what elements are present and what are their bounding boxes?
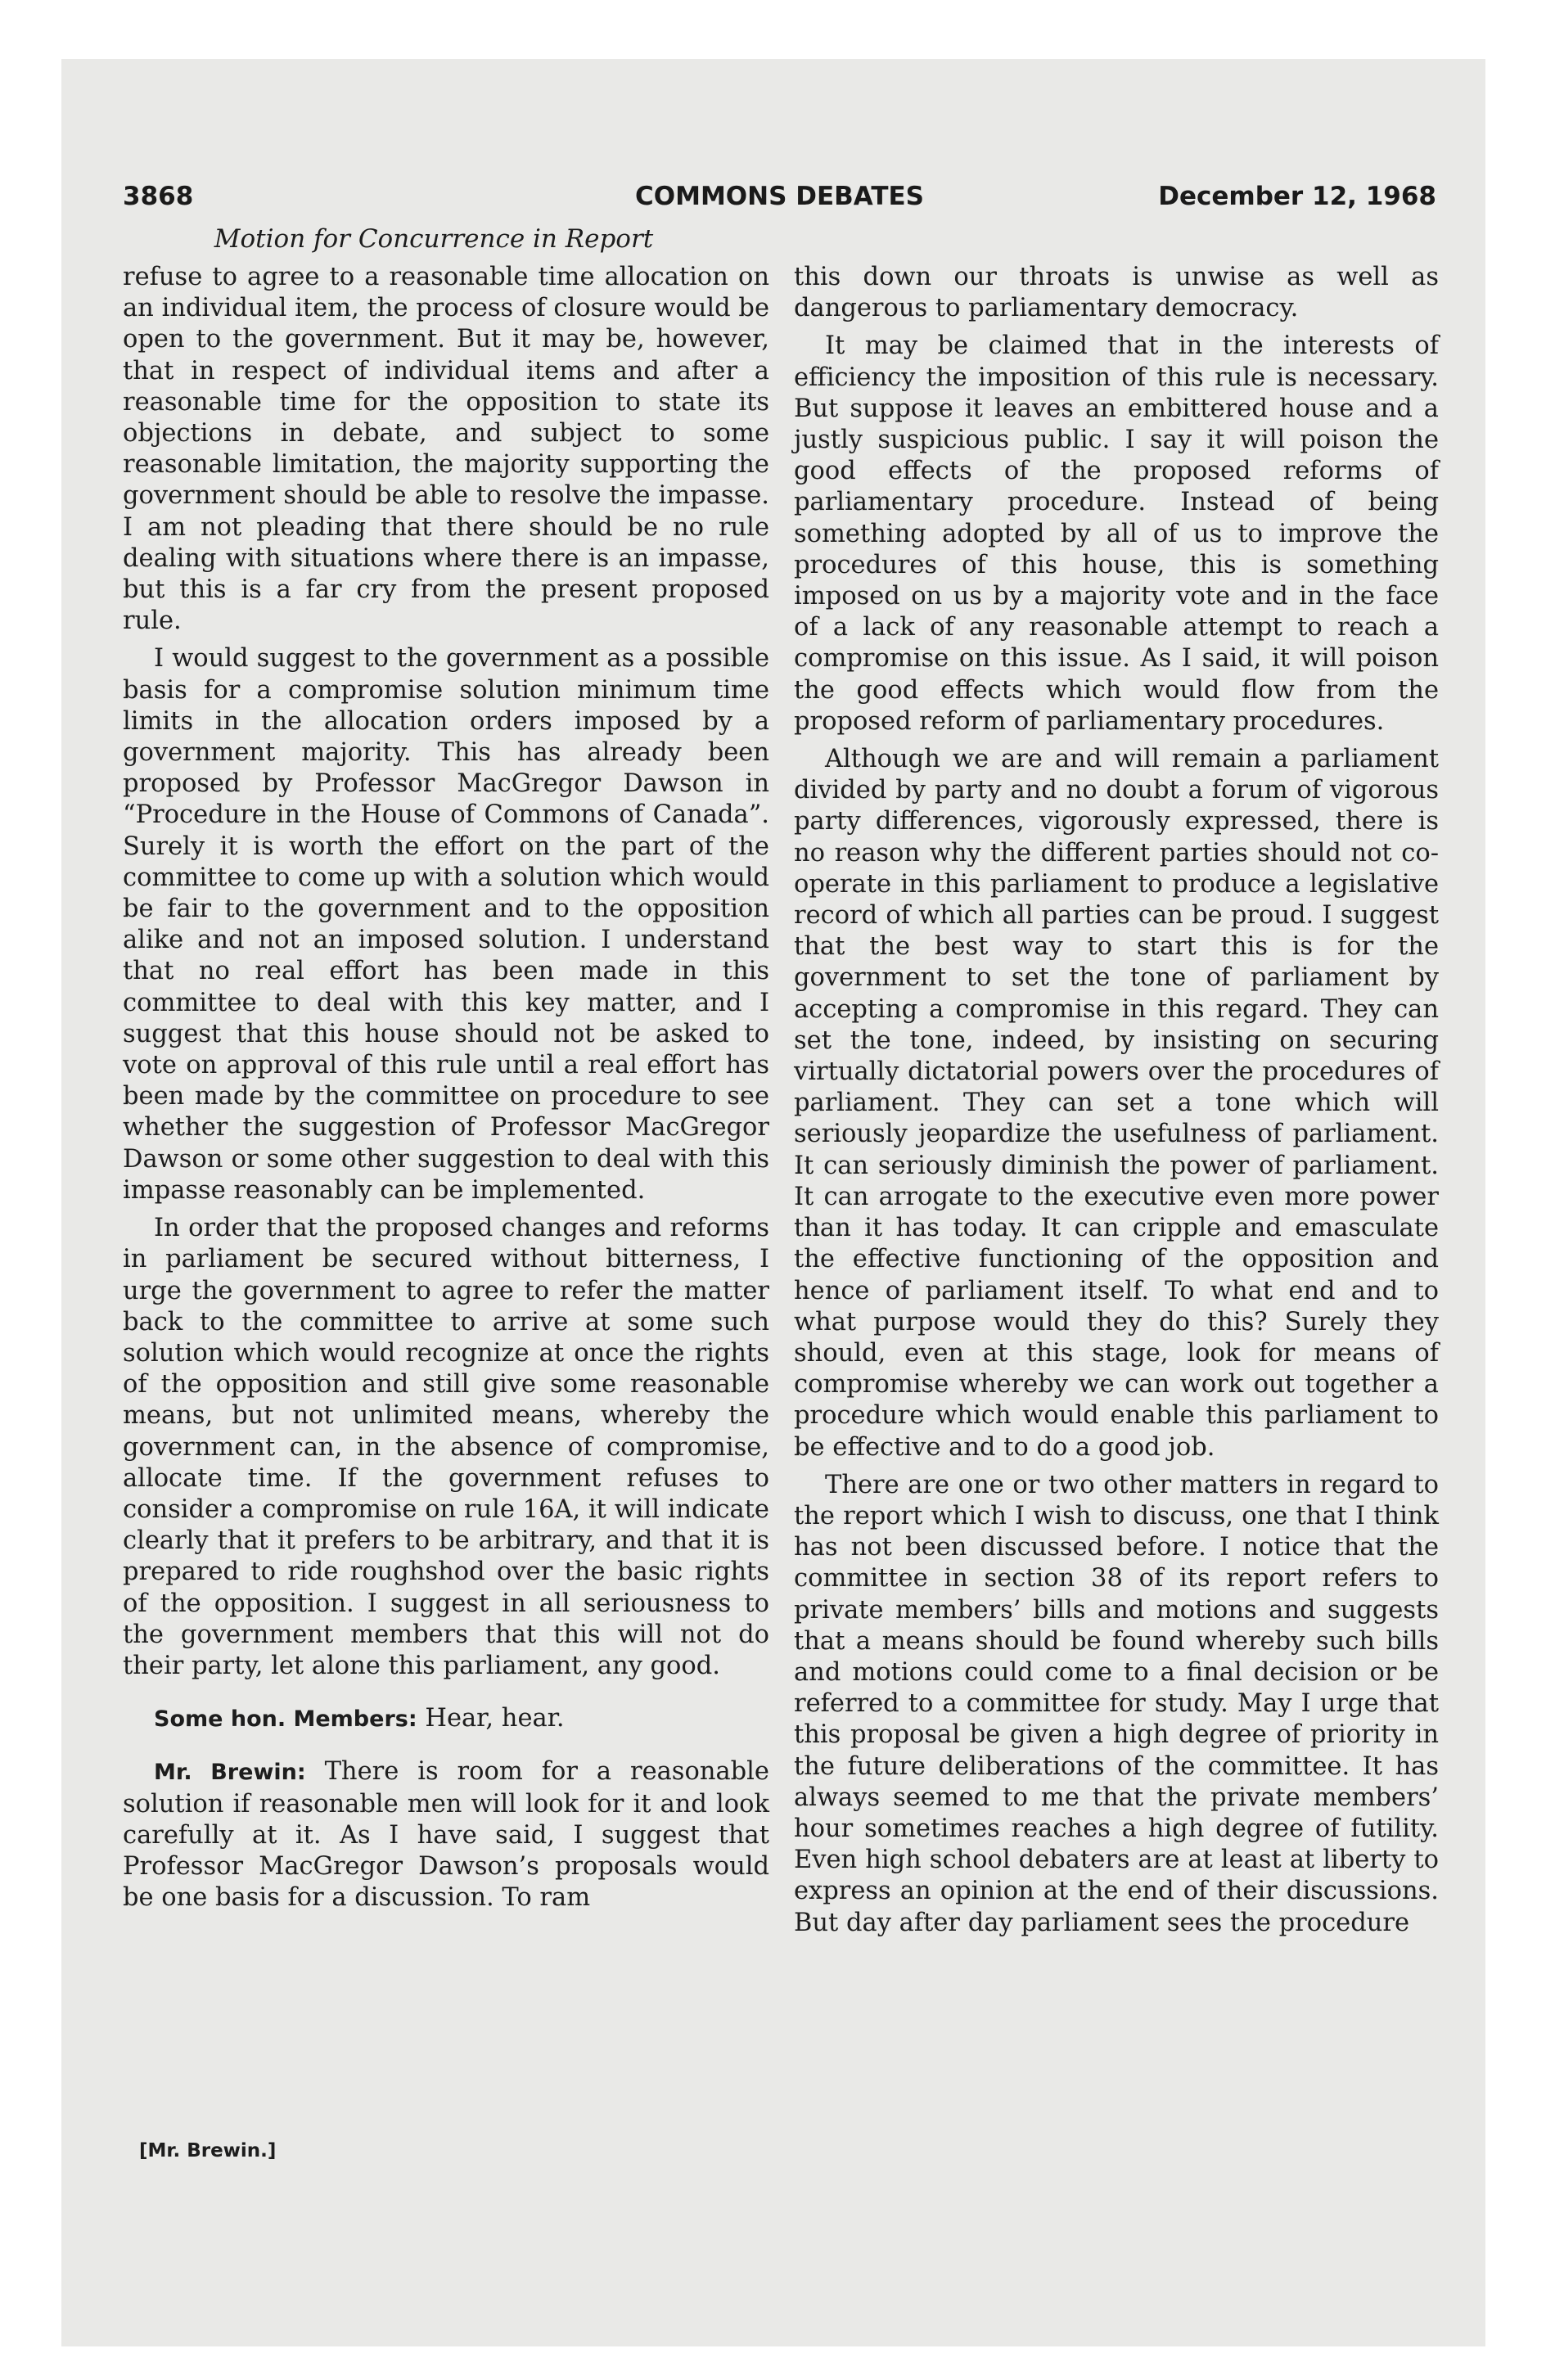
speaker-label: Some hon. Members: [154, 1706, 417, 1733]
speech-text: Hear, hear. [425, 1704, 565, 1733]
page-header [123, 182, 1436, 223]
paragraph: There are one or two other matters in regard to the report which I wish to discuss, one that I think has not been discussed before. I notice that the committee in section 38 of its report refers to private members’ bills and motions and suggests that a means should be found whereby such bills and motions could come to a final decision or be referred to a committee for study. May I urge that this proposal be given a high degree of priority in the future deliberations of the committee. It has always seemed to me that the private members’ hour sometimes reaches a high degree of futility. Even high school debaters are at least at liberty to express an opinion at the end of their discussions. But day after day parliament sees the procedure [794, 1470, 1439, 1937]
speaker-footer: [Mr. Brewin.] [139, 2140, 277, 2161]
speech [123, 1756, 769, 1913]
page-number: 3868 [123, 182, 194, 211]
paragraph: this down our throats is unwise as well as dangerous to parliamentary democracy. [794, 263, 1439, 323]
paragraph: refuse to agree to a reasonable time allocation on an individual item, the process of closure would be open to the government. But it may be, however, that in respect of individual items and after a reasonable time for the opposition to state its objections in debate, and subject to some reasonable limitation, the majority supporting the government should be able to resolve the impasse. I am not pleading that there should be no rule dealing with situations where there is an impasse, but this is a far cry from the present proposed rule. [123, 263, 769, 636]
speech-text: There is room for a reasonable solution if reasonable men will look for it and look carefully at it. As I have said, I suggest that Professor MacGregor Dawson’s proposals would be one basis for a discussion. To ram [123, 1757, 769, 1913]
journal-title: COMMONS DEBATES [635, 182, 924, 211]
paragraph: Although we are and will remain a parliament divided by party and no doubt a forum of vigorous party differences, vigorously expressed, there is no reason why the different parties should not co-operate in this parliament to produce a legislative record of which all parties can be proud. I suggest that the best way to start this is for the government to set the tone of parliament by accepting a compromise in this regard. They can set the tone, indeed, by insisting on securing virtually dictatorial powers over the procedures of parliament. They can set a tone which will seriously jeopardize the usefulness of parliament. It can seriously diminish the power of parliament. It can arrogate to the executive even more power than it has today. It can cripple and emasculate the effective functioning of the opposition and hence of parliament itself. To what end and to what purpose would they do this? Surely they should, even at this stage, look for means of compromise whereby we can work out together a procedure which would enable this parliament to be effective and to do a good job. [794, 745, 1439, 1462]
paragraph: It may be claimed that in the interests of efficiency the imposition of this rule is necessary. But suppose it leaves an embittered house and a justly suspicious public. I say it will poison the good effects of the proposed reforms of parliamentary procedure. Instead of being something adopted by all of us to improve the procedures of this house, this is something imposed on us by a majority vote and in the face of a lack of any reasonable attempt to reach a compromise on this issue. As I said, it will poison the good effects which would flow from the proposed reform of parliamentary procedures. [794, 331, 1439, 736]
left-column [123, 262, 769, 1920]
paragraph: I would suggest to the government as a possible basis for a compromise solution minimum time limits in the allocation orders imposed by a government majority. This has already been proposed by Professor MacGregor Dawson in “Procedure in the House of Commons of Canada”. Surely it is worth the effort on the part of the committee to come up with a solution which would be fair to the government and to the opposition alike and not an imposed solution. I understand that no real effort has been made in this committee to deal with this key matter, and I suggest that this house should not be asked to vote on approval of this rule until a real effort has been made by the committee on procedure to see whether the suggestion of Professor MacGregor Dawson or some other suggestion to deal with this impasse reasonably can be implemented. [123, 644, 769, 1205]
paragraph: In order that the proposed changes and reforms in parliament be secured without bitterness, I urge the government to agree to refer the matter back to the committee to arrive at some such solution which would recognize at once the rights of the opposition and still give some reasonable means, but not unlimited means, whereby the government can, in the absence of compromise, allocate time. If the government refuses to consider a compromise on rule 16A, it will indicate clearly that it prefers to be arbitrary, and that it is prepared to ride roughshod over the basic rights of the opposition. I suggest in all seriousness to the government members that this will not do their party, let alone this parliament, any good. [123, 1214, 769, 1680]
right-column [794, 262, 1439, 1945]
running-head: Motion for Concurrence in Report [214, 224, 654, 254]
page-date: December 12, 1968 [1158, 182, 1436, 211]
interjection [123, 1703, 769, 1735]
speaker-label: Mr. Brewin: [154, 1760, 306, 1786]
